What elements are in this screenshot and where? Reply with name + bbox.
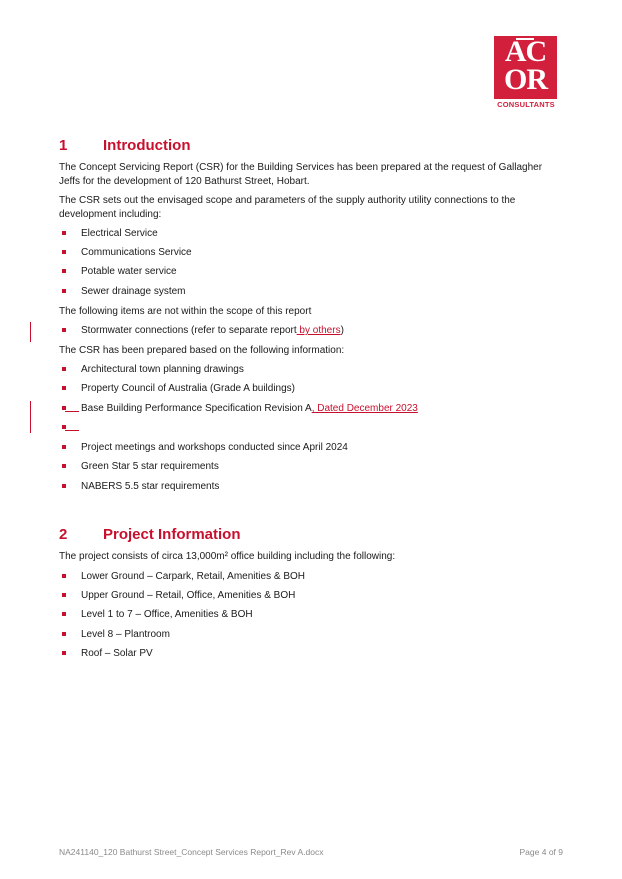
section1-title: Introduction xyxy=(103,137,191,154)
insertion-underline xyxy=(65,411,79,412)
spec-text: Base Building Performance Specification Revision A xyxy=(81,403,312,414)
list-item-text: Potable water service xyxy=(81,266,177,277)
stormwater-close: ) xyxy=(340,325,344,336)
revision-bar xyxy=(30,322,31,342)
list-item-text: Green Star 5 star requirements xyxy=(81,461,219,472)
footer-filename: NA241140_120 Bathurst Street_Concept Services Report_Rev A.docx xyxy=(59,847,324,857)
list-item-text: Project meetings and workshops conducted since April 2024 xyxy=(81,442,348,453)
bullet-icon xyxy=(62,406,66,410)
section2-title: Project Information xyxy=(103,526,241,543)
project-intro: The project consists of circa 13,000m² office building including the following: xyxy=(59,551,396,562)
bullet-icon xyxy=(62,386,66,390)
section1-heading xyxy=(59,137,190,154)
based-on-intro: The CSR has been prepared based on the following information: xyxy=(59,345,345,356)
logo-line1: AC xyxy=(504,35,547,68)
bullet-icon xyxy=(62,289,66,293)
tracked-insertion: by others xyxy=(296,325,341,336)
list-item-text: Property Council of Australia (Grade A buildings) xyxy=(81,383,295,394)
list-item-text: Upper Ground – Retail, Office, Amenities & BOH xyxy=(81,590,296,601)
bullet-icon xyxy=(62,651,66,655)
list-item-text: NABERS 5.5 star requirements xyxy=(81,481,220,492)
list-item-text: Level 1 to 7 – Office, Amenities & BOH xyxy=(81,609,253,620)
footer-page-number: Page 4 of 9 xyxy=(519,847,563,857)
list-item-text: Sewer drainage system xyxy=(81,286,186,297)
list-item-text: Level 8 – Plantroom xyxy=(81,629,170,640)
section1-number: 1 xyxy=(59,137,68,154)
list-item-text: Roof – Solar PV xyxy=(81,648,153,659)
logo-subtitle: CONSULTANTS xyxy=(497,100,555,109)
not-in-scope-intro: The following items are not within the scope of this report xyxy=(59,306,312,317)
bullet-icon xyxy=(62,574,66,578)
bullet-icon xyxy=(62,612,66,616)
logo-line2: OR xyxy=(504,63,547,96)
scope-paragraph: The CSR sets out the envisaged scope and parameters of the supply authority utility connections to the development including: xyxy=(59,195,516,220)
bullet-icon xyxy=(62,250,66,254)
bullet-icon xyxy=(62,484,66,488)
bullet-icon xyxy=(62,593,66,597)
bullet-icon xyxy=(62,328,66,332)
bullet-icon xyxy=(62,269,66,273)
acor-logo xyxy=(494,36,557,99)
list-item-text: Lower Ground – Carpark, Retail, Amenities & BOH xyxy=(81,571,305,582)
tracked-insertion: , Dated December 2023 xyxy=(311,403,418,414)
section2-heading xyxy=(59,526,241,543)
bullet-icon xyxy=(62,425,66,429)
bullet-icon xyxy=(62,231,66,235)
bullet-icon xyxy=(62,632,66,636)
insertion-underline xyxy=(65,430,79,431)
list-item-text: Electrical Service xyxy=(81,228,158,239)
list-item-text: Communications Service xyxy=(81,247,192,258)
bullet-icon xyxy=(62,445,66,449)
section2-number: 2 xyxy=(59,526,68,543)
list-item-text xyxy=(81,402,418,415)
revision-bar xyxy=(30,401,31,433)
list-item-text xyxy=(81,324,344,337)
bullet-icon xyxy=(62,367,66,371)
stormwater-text: Stormwater connections (refer to separate report xyxy=(81,325,297,336)
bullet-icon xyxy=(62,464,66,468)
intro-paragraph: The Concept Servicing Report (CSR) for the Building Services has been prepared at the request of Gallagher Jeffs for the development of 120 Bathurst Street, Hobart. xyxy=(59,162,543,187)
list-item-text: Architectural town planning drawings xyxy=(81,364,244,375)
